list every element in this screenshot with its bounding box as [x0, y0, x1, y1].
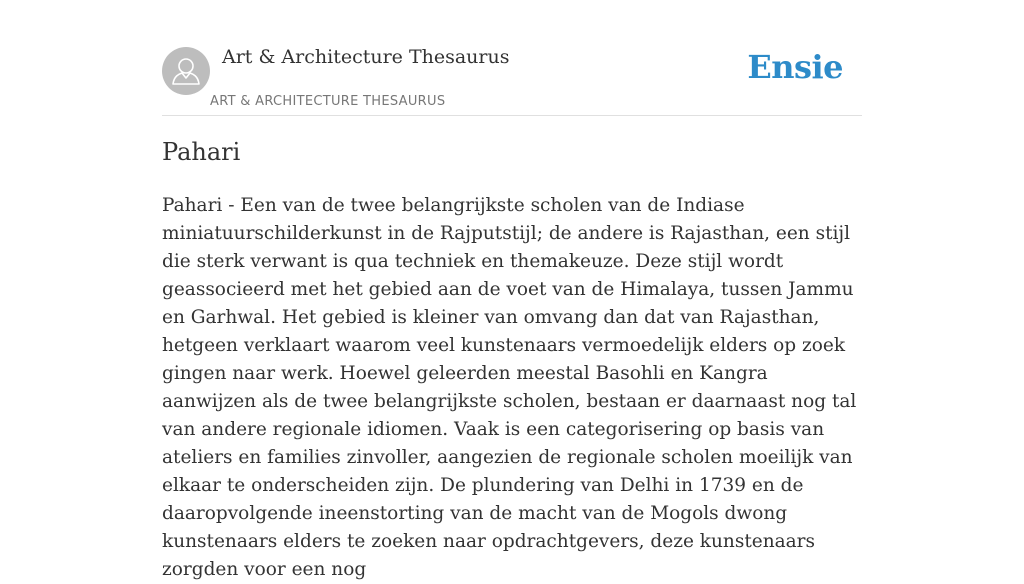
- avatar[interactable]: [162, 47, 210, 95]
- source-title-link[interactable]: Art & Architecture Thesaurus: [222, 46, 510, 68]
- ensie-logo[interactable]: Ensie: [747, 48, 843, 86]
- entry-body: Pahari - Een van de twee belangrijkste scholen van de Indiase miniatuurschilderkunst in de Rajputstijl; de andere is Rajasthan, een stijl die sterk verwant is qua techniek en themakeuze. Deze stijl wordt geassocieerd met het gebied aan de voet van de Himalaya, tussen Jammu en Garhwal. Het gebied is kleiner van omvang dan dat van Rajasthan, hetgeen verklaart waarom veel kunstenaars vermoedelijk elders op zoek gingen naar werk. Hoewel geleerden meestal Basohli en Kangra aanwijzen als de twee belangrijkste scholen, bestaan er daarnaast nog tal van andere regionale idiomen. Vaak is een categorisering op basis van ateliers en families zinvoller, aangezien de regionale scholen moeilijk van elkaar te onderscheiden zijn. De plundering van Delhi in 1739 en de daaropvolgende ineenstorting van de macht van de Mogols dwong kunstenaars elders te zoeken naar opdrachtgevers, deze kunstenaars zorgden voor een nog: [162, 195, 857, 580]
- page-title: Pahari: [162, 138, 241, 166]
- source-header: [162, 44, 862, 116]
- user-icon: [162, 47, 210, 95]
- source-subtitle: ART & ARCHITECTURE THESAURUS: [210, 94, 446, 109]
